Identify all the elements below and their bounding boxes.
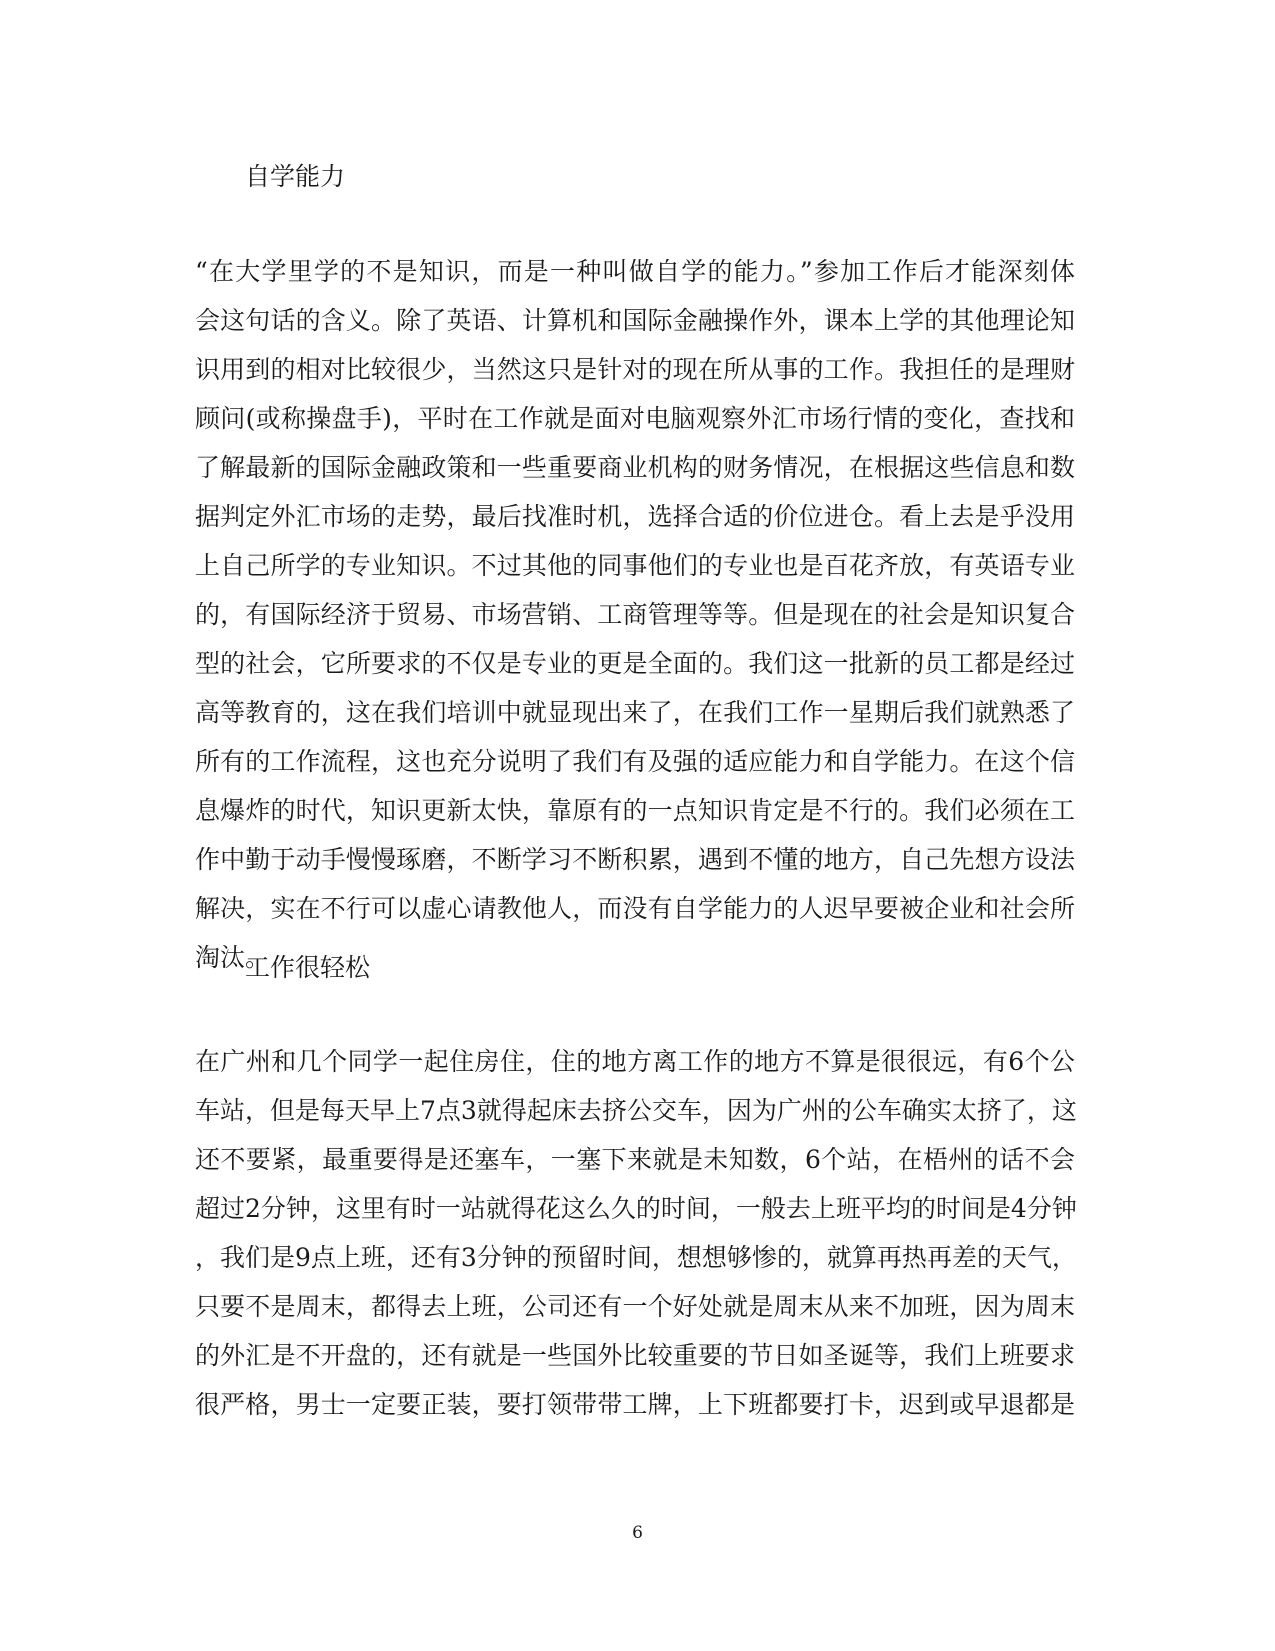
paragraph-line: 顾问(或称操盘手)，平时在工作就是面对电脑观察外汇市场行情的变化，查找和 [195,404,1075,433]
paragraph-line: “在大学里学的不是知识，而是一种叫做自学的能力。”参加工作后才能深刻体 [195,257,1075,286]
paragraph-self-learning [195,247,1075,982]
paragraph-line: 在广州和几个同学一起住房住，住的地方离工作的地方不算是很很远，有6个公 [195,1047,1075,1076]
paragraph-line: 高等教育的，这在我们培训中就显现出来了，在我们工作一星期后我们就熟悉了 [195,698,1075,727]
paragraph-line: 识用到的相对比较很少，当然这只是针对的现在所从事的工作。我担任的是理财 [195,355,1075,384]
paragraph-line: 了解最新的国际金融政策和一些重要商业机构的财务情况，在根据这些信息和数 [195,453,1075,482]
paragraph-line: 息爆炸的时代，知识更新太快，靠原有的一点知识肯定是不行的。我们必须在工 [195,796,1075,825]
paragraph-line: 只要不是周末，都得去上班，公司还有一个好处就是周末从来不加班，因为周末 [195,1292,1075,1321]
paragraph-line: 很严格，男士一定要正装，要打领带带工牌，上下班都要打卡，迟到或早退都是 [195,1390,1075,1419]
paragraph-line: 会这句话的含义。除了英语、计算机和国际金融操作外，课本上学的其他理论知 [195,306,1075,335]
paragraph-line: 的外汇是不开盘的，还有就是一些国外比较重要的节日如圣诞等，我们上班要求 [195,1341,1075,1370]
section-heading-self-learning: 自学能力 [245,162,346,191]
paragraph-line: 上自己所学的专业知识。不过其他的同事他们的专业也是百花齐放，有英语专业 [195,551,1075,580]
paragraph-line: 还不要紧，最重要得是还塞车，一塞下来就是未知数，6个站，在梧州的话不会 [195,1145,1075,1174]
paragraph-line: ，我们是9点上班，还有3分钟的预留时间，想想够惨的，就算再热再差的天气， [195,1243,1077,1272]
paragraph-line: 型的社会，它所要求的不仅是专业的更是全面的。我们这一批新的员工都是经过 [195,649,1075,678]
paragraph-line: 所有的工作流程，这也充分说明了我们有及强的适应能力和自学能力。在这个信 [195,747,1075,776]
paragraph-line: 淘汰。 [195,943,271,972]
paragraph-easy-work [195,1037,1075,1429]
paragraph-line: 车站，但是每天早上7点3就得起床去挤公交车，因为广州的公车确实太挤了，这 [195,1096,1077,1125]
section-heading-easy-work: 工作很轻松 [245,953,371,982]
page-number: 6 [632,1523,643,1543]
paragraph-line: 作中勤于动手慢慢琢磨，不断学习不断积累，遇到不懂的地方，自己先想方设法 [195,845,1075,874]
paragraph-line: 解决，实在不行可以虚心请教他人，而没有自学能力的人迟早要被企业和社会所 [195,894,1075,923]
paragraph-line: 据判定外汇市场的走势，最后找准时机，选择合适的价位进仓。看上去是乎没用 [195,502,1075,531]
paragraph-line: 超过2分钟，这里有时一站就得花这么久的时间，一般去上班平均的时间是4分钟 [195,1194,1077,1223]
paragraph-line: 的，有国际经济于贸易、市场营销、工商管理等等。但是现在的社会是知识复合 [195,600,1075,629]
